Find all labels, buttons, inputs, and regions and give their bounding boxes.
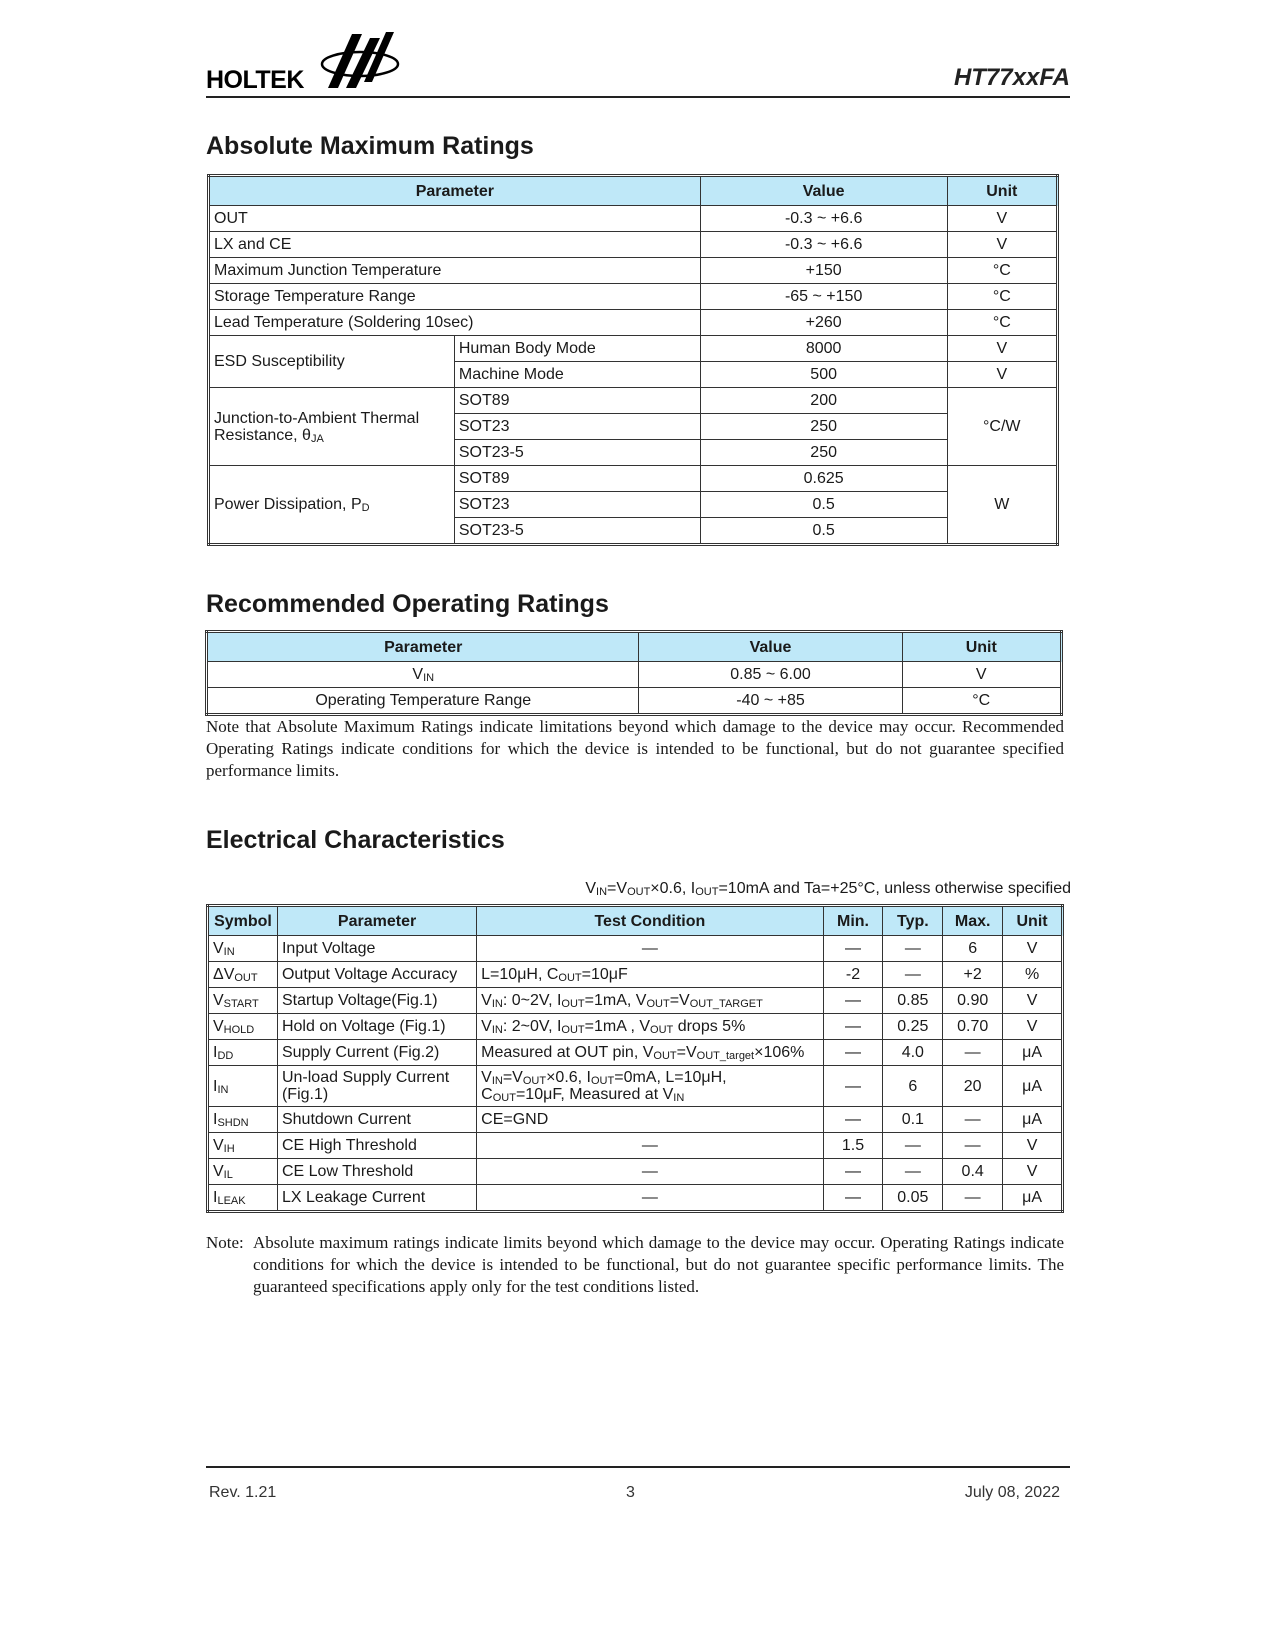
param-cell: Shutdown Current [277,1107,476,1133]
max-cell: 20 [943,1066,1003,1107]
min-cell: — [823,1014,883,1040]
condition-cell: — [477,936,823,962]
param-cell [207,662,639,688]
cond-text: =0mA, L=10μH, [614,1069,727,1086]
symbol-subscript: START [223,998,259,1010]
note-text: Absolute maximum ratings indicate limits beyond which damage to the device may occur. Operating Ratings indicate conditions for which the device is intended to be functional, but do not guarantee specific performance limits. The guaranteed specifications apply only for the test conditions listed. [253,1233,1064,1296]
param-cell: Lead Temperature (Soldering 10sec) [209,310,701,336]
table-row [209,336,1058,362]
param-text: Power Dissipation, P [214,496,362,513]
col-header-value: Value [639,632,902,662]
param-cell: Input Voltage [277,936,476,962]
cond-subscript: IN [596,886,608,898]
max-cell: +2 [943,962,1003,988]
unit-cell: °C [947,310,1057,336]
recommended-ratings-table [205,630,1063,716]
cond-text: V [585,880,597,897]
symbol-text: V [412,666,424,683]
param-subscript: D [361,502,370,514]
col-header-parameter: Parameter [207,632,639,662]
section-title-electrical: Electrical Characteristics [206,826,505,854]
symbol-subscript: DD [217,1050,234,1062]
table-row [209,388,1058,414]
cond-subscript: IN [491,1024,503,1036]
table-row [209,232,1058,258]
param-text: Junction-to-Ambient Thermal [214,409,420,427]
table-row [209,284,1058,310]
table-header-row [207,632,1062,662]
cond-subscript: OUT [561,1024,585,1036]
symbol-subscript: IN [423,672,435,684]
symbol-cell [208,1066,278,1107]
page-footer [206,1466,1070,1508]
unit-cell: μA [1003,1066,1063,1107]
symbol-subscript: LEAK [217,1195,246,1207]
typ-cell: — [883,1133,943,1159]
value-cell: 0.5 [700,518,947,545]
max-cell: — [943,1185,1003,1212]
unit-cell: W [947,466,1057,545]
min-cell: — [823,1107,883,1133]
param-cell [209,466,455,545]
param-cell: OUT [209,206,701,232]
cond-subscript: OUT [492,1092,516,1104]
note-label: Note: [206,1233,244,1252]
condition-cell [477,1040,823,1066]
col-header-symbol: Symbol [208,906,278,936]
value-cell: 0.85 ~ 6.00 [639,662,902,688]
value-cell: -0.3 ~ +6.6 [700,206,947,232]
table-row [207,662,1062,688]
cond-text: ×0.6, I [546,1069,591,1086]
logo-mark-icon [318,28,402,94]
typ-cell: 6 [883,1066,943,1107]
symbol-subscript: OUT [234,972,258,984]
param-cell: Hold on Voltage (Fig.1) [277,1014,476,1040]
param-cell: LX and CE [209,232,701,258]
col-header-parameter: Parameter [209,176,701,206]
test-conditions-caption [585,880,1071,898]
cond-subscript: OUT [695,886,719,898]
param-cell [277,1066,476,1107]
cond-text: V [481,1069,492,1086]
cond-subscript: OUT [627,886,651,898]
unit-cell: V [947,232,1057,258]
col-header-unit: Unit [947,176,1057,206]
unit-cell: °C [947,284,1057,310]
symbol-text: I [213,1111,218,1128]
table-row [208,1107,1063,1133]
param-cell [209,388,455,466]
value-cell: 8000 [700,336,947,362]
sub-param-cell: SOT23-5 [454,518,700,545]
unit-cell: V [947,206,1057,232]
symbol-cell [208,1014,278,1040]
param-cell: Supply Current (Fig.2) [277,1040,476,1066]
max-cell: — [943,1133,1003,1159]
symbol-subscript: IN [223,946,235,958]
value-cell: -40 ~ +85 [639,688,902,715]
param-cell: CE Low Threshold [277,1159,476,1185]
cond-text: ×106% [754,1044,805,1061]
cond-text: V [481,1018,492,1035]
cond-subscript: OUT [591,1075,615,1087]
typ-cell: — [883,936,943,962]
symbol-cell [208,988,278,1014]
col-header-test-condition: Test Condition [477,906,823,936]
cond-text: =10μF [581,966,628,983]
min-cell: — [823,988,883,1014]
typ-cell: 0.05 [883,1185,943,1212]
symbol-cell [208,1185,278,1212]
typ-cell: — [883,962,943,988]
value-cell: 0.5 [700,492,947,518]
symbol-text: V [213,940,224,957]
max-cell: 0.70 [943,1014,1003,1040]
revision: Rev. 1.21 [209,1484,277,1501]
table-header-row [209,176,1058,206]
table-row [209,310,1058,336]
cond-text: : 2~0V, I [502,1018,562,1035]
symbol-text: I [213,1077,218,1095]
condition-cell [477,1014,823,1040]
table-header-row [208,906,1063,936]
unit-cell: V [1003,1133,1063,1159]
section-title-recommended: Recommended Operating Ratings [206,590,609,618]
cond-subscript: OUT_target [696,1050,755,1062]
symbol-text: I [213,1044,218,1061]
param-subscript: JA [310,432,324,445]
table-row [208,1133,1063,1159]
cond-subscript: IN [491,1075,503,1087]
sub-param-cell: Machine Mode [454,362,700,388]
table-row [208,988,1063,1014]
param-cell: Maximum Junction Temperature [209,258,701,284]
typ-cell: 0.1 [883,1107,943,1133]
unit-cell: μA [1003,1185,1063,1212]
cond-subscript: OUT [653,1050,677,1062]
param-text: Resistance, θ [214,426,311,444]
page-header [206,24,1070,98]
unit-cell: °C [947,258,1057,284]
symbol-cell [208,1040,278,1066]
unit-cell: μA [1003,1040,1063,1066]
col-header-max: Max. [943,906,1003,936]
param-cell: ESD Susceptibility [209,336,455,388]
col-header-unit: Unit [902,632,1061,662]
col-header-value: Value [700,176,947,206]
min-cell: -2 [823,962,883,988]
cond-text: Measured at OUT pin, V [481,1044,654,1061]
symbol-cell [208,962,278,988]
table-row [208,936,1063,962]
absolute-max-table [207,174,1059,546]
condition-cell [477,988,823,1014]
typ-cell: 0.85 [883,988,943,1014]
value-cell: +150 [700,258,947,284]
value-cell: +260 [700,310,947,336]
unit-cell: V [1003,1014,1063,1040]
brand-name: HOLTEK [206,66,304,94]
value-cell: 250 [700,414,947,440]
cond-text: =1mA, V [584,992,647,1009]
param-cell: Storage Temperature Range [209,284,701,310]
condition-cell: CE=GND [477,1107,823,1133]
param-text: (Fig.1) [281,1086,329,1103]
cond-text: : 0~2V, I [502,992,562,1009]
param-cell: CE High Threshold [277,1133,476,1159]
sub-param-cell: SOT89 [454,466,700,492]
min-cell: — [823,1040,883,1066]
cond-subscript: IN [673,1092,685,1104]
cond-subscript: OUT [646,998,670,1010]
cond-subscript: IN [491,998,503,1010]
table-row [208,1159,1063,1185]
unit-cell: V [902,662,1061,688]
symbol-text: I [213,1189,218,1206]
col-header-unit: Unit [1003,906,1063,936]
table-row [208,962,1063,988]
min-cell: — [823,1066,883,1107]
sub-param-cell: SOT23-5 [454,440,700,466]
cond-text: V [481,992,492,1009]
symbol-cell [208,1107,278,1133]
sub-param-cell: Human Body Mode [454,336,700,362]
cond-text: C [481,1086,493,1103]
min-cell: — [823,1159,883,1185]
typ-cell: 0.25 [883,1014,943,1040]
max-cell: 0.4 [943,1159,1003,1185]
typ-cell: 4.0 [883,1040,943,1066]
electrical-characteristics-table [206,904,1064,1213]
symbol-text: V [213,992,224,1009]
symbol-text: V [213,1163,224,1180]
symbol-cell [208,1159,278,1185]
max-cell: — [943,1040,1003,1066]
unit-cell: V [1003,988,1063,1014]
symbol-subscript: IN [217,1083,229,1096]
condition-cell [477,962,823,988]
max-cell: 0.90 [943,988,1003,1014]
max-cell: — [943,1107,1003,1133]
max-cell: 6 [943,936,1003,962]
value-cell: 250 [700,440,947,466]
symbol-text: V [213,1137,224,1154]
param-cell: Startup Voltage(Fig.1) [277,988,476,1014]
table-row [208,1066,1063,1107]
cond-text: ×0.6, I [650,880,696,897]
unit-cell: V [947,336,1057,362]
table-row [209,466,1058,492]
cond-text: L=10μH, C [481,966,559,983]
col-header-typ: Typ. [883,906,943,936]
section-title-absolute-max: Absolute Maximum Ratings [206,132,534,160]
condition-cell [477,1066,823,1107]
value-cell: -0.3 ~ +6.6 [700,232,947,258]
document-id: HT77xxFA [953,64,1070,91]
value-cell: -65 ~ +150 [700,284,947,310]
symbol-subscript: HOLD [223,1024,255,1036]
cond-subscript: OUT [558,972,582,984]
table-row [207,688,1062,715]
cond-subscript: OUT [522,1075,547,1087]
cond-text: =1mA , V [584,1018,651,1035]
electrical-note [206,1232,1064,1298]
condition-cell: — [477,1185,823,1212]
value-cell: 500 [700,362,947,388]
unit-cell: V [1003,1159,1063,1185]
col-header-min: Min. [823,906,883,936]
symbol-text: ΔV [213,966,235,983]
unit-cell: % [1003,962,1063,988]
cond-text: =V [607,880,628,897]
recommended-note: Note that Absolute Maximum Ratings indicate limitations beyond which damage to the device may occur. Recommended Operating Ratings indicate conditions for which the device is intended to be functional, but do not guarantee specified performance limits. [206,717,1064,780]
cond-subscript: OUT [561,998,585,1010]
symbol-cell [208,1133,278,1159]
holtek-logo [206,28,406,96]
min-cell: 1.5 [823,1133,883,1159]
param-cell: Output Voltage Accuracy [277,962,476,988]
sub-param-cell: SOT23 [454,414,700,440]
unit-cell: V [1003,936,1063,962]
typ-cell: — [883,1159,943,1185]
cond-text: =V [676,1044,697,1061]
cond-text: =10mA and Ta=+25°C, unless otherwise specified [718,880,1071,897]
param-cell: Operating Temperature Range [207,688,639,715]
table-row [208,1185,1063,1212]
cond-text: =10μF, Measured at V [515,1086,674,1103]
col-header-parameter: Parameter [277,906,476,936]
symbol-text: V [213,1018,224,1035]
cond-subscript: OUT_TARGET [689,998,763,1010]
symbol-cell [208,936,278,962]
symbol-subscript: SHDN [217,1117,249,1129]
unit-cell: μA [1003,1107,1063,1133]
symbol-subscript: IH [223,1143,235,1155]
table-row [209,206,1058,232]
unit-cell: °C [902,688,1061,715]
cond-text: drops 5% [673,1018,746,1035]
value-cell: 0.625 [700,466,947,492]
table-row [209,258,1058,284]
param-cell: LX Leakage Current [277,1185,476,1212]
condition-cell: — [477,1133,823,1159]
min-cell: — [823,1185,883,1212]
sub-param-cell: SOT89 [454,388,700,414]
table-row [208,1040,1063,1066]
min-cell: — [823,936,883,962]
cond-text: =V [669,992,690,1009]
symbol-subscript: IL [223,1169,233,1181]
sub-param-cell: SOT23 [454,492,700,518]
date: July 08, 2022 [964,1484,1060,1501]
condition-cell: — [477,1159,823,1185]
unit-cell: V [947,362,1057,388]
value-cell: 200 [700,388,947,414]
param-text: Un-load Supply Current [281,1069,450,1086]
cond-text: =V [502,1069,523,1086]
page-number: 3 [626,1484,635,1501]
cond-subscript: OUT [650,1024,674,1036]
table-row [208,1014,1063,1040]
unit-cell: °C/W [947,388,1057,466]
